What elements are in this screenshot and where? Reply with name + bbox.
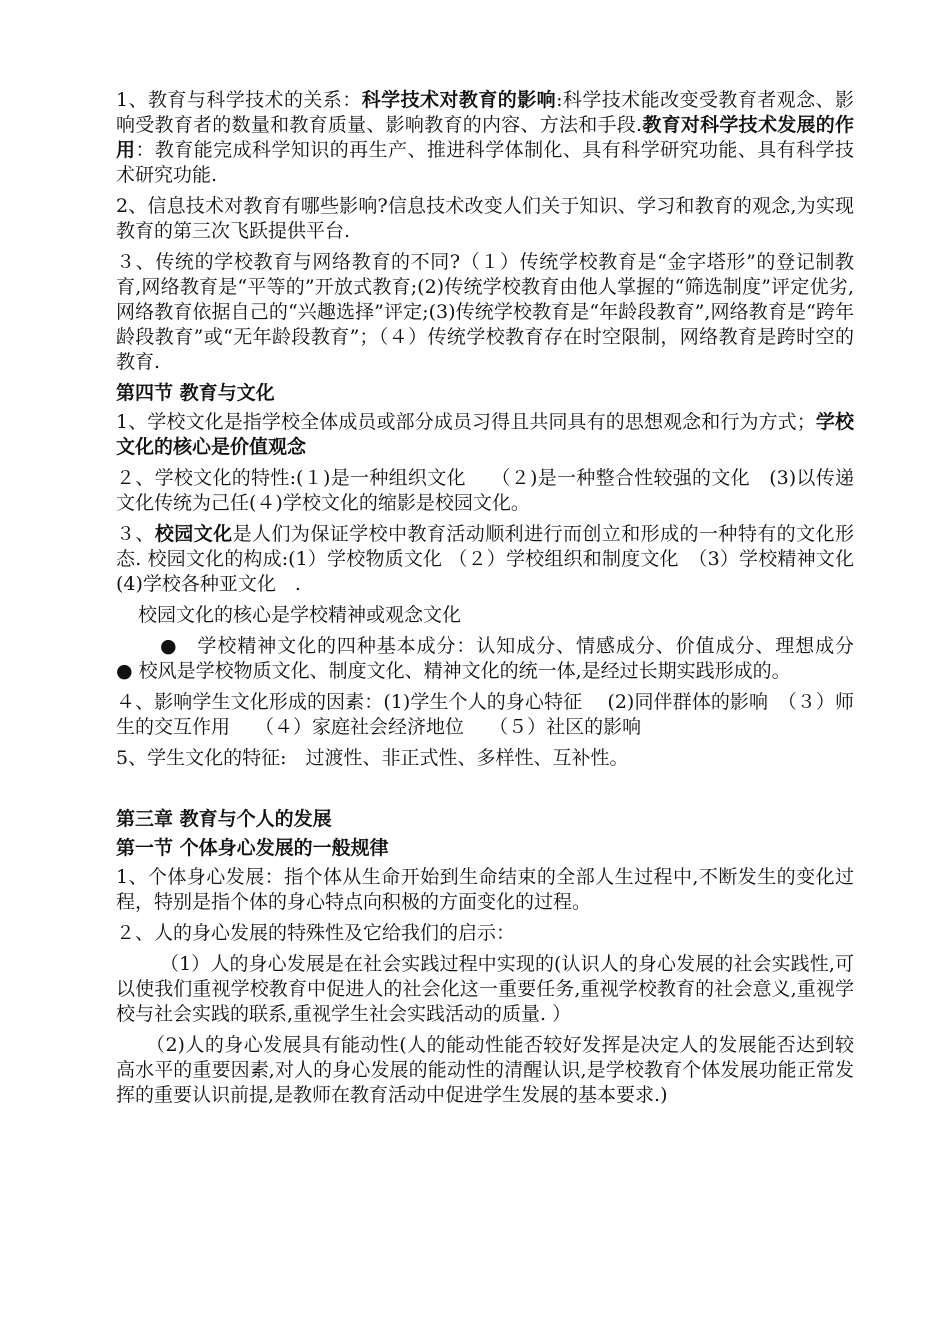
paragraph-social-practice: （1）人的身心发展是在社会实践过程中实现的(认识人的身心发展的社会实践性,可以使我们重视学校教育中促进人的社会化这一重要任务,重视学校教育的社会意义,重视学校与社会实践的联系,重视学生社会实践活动的质量. ）: [116, 953, 854, 1025]
text: ３、: [116, 523, 155, 545]
text: 1、学校文化是指学校全体成员或部分成员习得且共同具有的思想观念和行为方式；: [116, 411, 816, 433]
bold-term: 学校文化的核心是价值观念: [116, 411, 854, 458]
bold-term: 教育对科学技术发展的作用: [116, 114, 854, 161]
paragraph-campus-culture: [116, 522, 874, 597]
chapter-heading-3: 第三章 教育与个人的发展: [116, 808, 332, 830]
paragraph-individual-development: 1、个体身心发展：指个体从生命开始到生命结束的全部人生过程中,不断发生的变化过程，特别是指个体的身心特点向积极的方面变化的过程。: [116, 866, 854, 913]
paragraph-school-culture: [116, 410, 854, 460]
paragraph-student-culture-traits: 5、学生文化的特征: 过渡性、非正式性、多样性、互补性。: [116, 747, 629, 769]
text: 是人们为保证学校中教育活动顺利进行而创立和形成的一种特有的文化形态. 校园文化的构成:(1）学校物质文化 （２）学校组织和制度文化 （3）学校精神文化 (4)学校各种亚文化 .: [116, 523, 874, 595]
text: ：教育能完成科学知识的再生产、推进科学体制化、具有科学研究功能、具有科学技术研究功能.: [116, 139, 854, 186]
paragraph-info-tech: 2、信息技术对教育有哪些影响?信息技术改变人们关于知识、学习和教育的观念,为实现教育的第三次飞跃提供平台.: [116, 195, 854, 242]
text: 1、教育与科学技术的关系：: [116, 89, 362, 111]
spacer: [116, 777, 854, 807]
section-heading-1: 第一节 个体身心发展的一般规律: [116, 837, 389, 859]
bold-term: 校园文化: [154, 523, 233, 545]
paragraph-culture-traits: ２、学校文化的特性:(１)是一种组织文化 （２)是一种整合性较强的文化 (3)以传递文化传统为己任(４)学校文化的缩影是校园文化。: [116, 467, 854, 514]
paragraph-spirit-components: ● 学校精神文化的四种基本成分：认知成分、情感成分、价值成分、理想成分 ● 校风是学校物质文化、制度文化、精神文化的统一体,是经过长期实践形成的。: [116, 635, 874, 682]
paragraph-traditional-vs-online: ３、传统的学校教育与网络教育的不同?（１）传统学校教育是“金字塔形”的登记制教育,网络教育是“平等的”开放式教育;(2)传统学校教育由他人掌握的“筛选制度”评定优劣,网络教育依据自己的“兴趣选择”评定;(3)传统学校教育是“年龄段教育”,网络教育是“跨年龄段教育”或“无年龄段教育”；（４）传统学校教育存在时空限制，网络教育是跨时空的教育.: [116, 251, 854, 373]
paragraph-initiative: （2)人的身心发展具有能动性(人的能动性能否较好发挥是决定人的发展能否达到较高水平的重要因素,对人的身心发展的能动性的清醒认识,是学校教育个体发展功能正常发挥的重要认识前提,是教师在教育活动中促进学生发展的基本要求.): [116, 1034, 854, 1106]
bold-term: 科学技术对教育的影响: [361, 89, 557, 111]
paragraph-campus-core: 校园文化的核心是学校精神或观念文化: [138, 604, 462, 626]
section-heading-4: 第四节 教育与文化: [116, 382, 275, 404]
paragraph-student-culture-factors: ４、影响学生文化形成的因素：(1)学生个人的身心特征 (2)同伴群体的影响 （３）师生的交互作用 （４）家庭社会经济地位 （５）社区的影响: [116, 691, 854, 738]
text: :科学技术能改变受教育者观念、影响受教育者的数量和教育质量、影响教育的内容、方法和手段.: [116, 89, 854, 136]
paragraph-edu-sci-tech: [116, 88, 854, 188]
paragraph-development-specialty: ２、人的身心发展的特殊性及它给我们的启示：: [116, 922, 516, 944]
